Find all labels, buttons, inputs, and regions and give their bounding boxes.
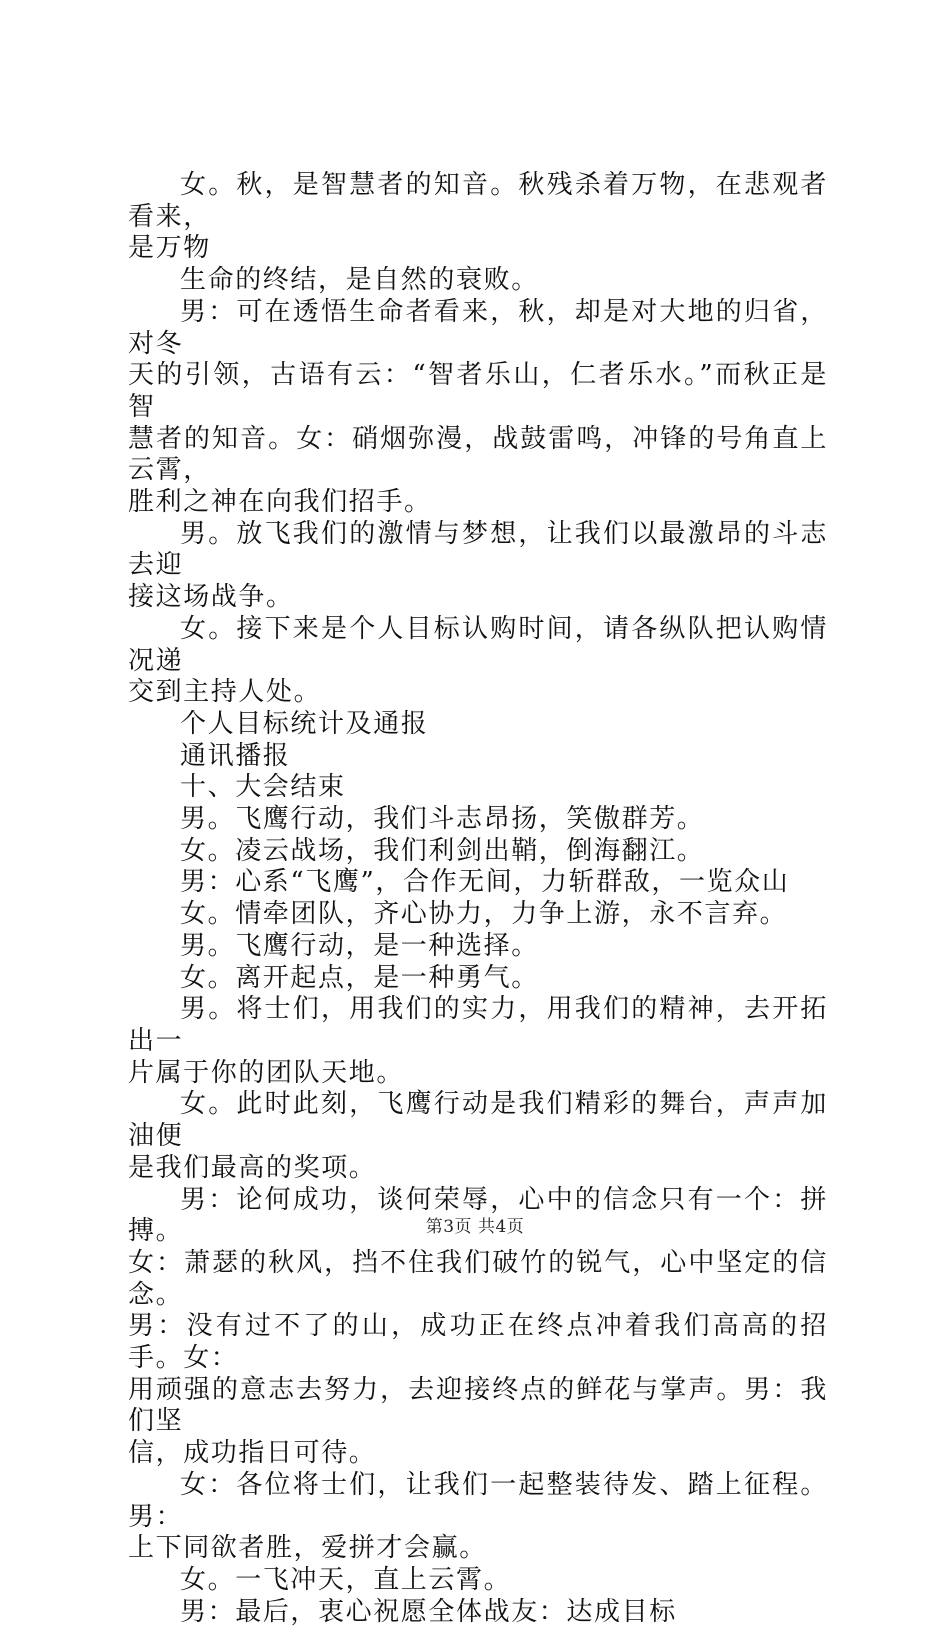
text-line: 男：心系“飞鹰”，合作无间，力斩群敌，一览众山 bbox=[180, 867, 790, 898]
paragraph bbox=[128, 1565, 828, 1597]
text-line: 女。离开起点，是一种勇气。 bbox=[180, 962, 539, 993]
text-line: 信，成功指日可待。 bbox=[128, 1438, 377, 1469]
text-line: 个人目标统计及通报 bbox=[180, 708, 429, 739]
text-line: 胜利之神在向我们招手。 bbox=[128, 487, 432, 518]
section-heading bbox=[128, 709, 828, 741]
text-line: 女：萧瑟的秋风，挡不住我们破竹的锐气，心中坚定的信念。 bbox=[128, 1247, 828, 1310]
paragraph bbox=[128, 963, 828, 995]
paragraph bbox=[128, 804, 828, 836]
text-line: 女：各位将士们，让我们一起整装待发、踏上征程。男： bbox=[128, 1469, 828, 1532]
text-line: 女。此时此刻，飞鹰行动是我们精彩的舞台，声声加油便 bbox=[128, 1089, 828, 1152]
text-line: 男：论何成功，谈何荣辱，心中的信念只有一个：拼搏。 bbox=[128, 1184, 828, 1247]
paragraph bbox=[128, 1089, 828, 1184]
page-footer: 第3页 共4页 bbox=[425, 1217, 525, 1237]
text-line: 女。情牵团队，齐心协力，力争上游，永不言弃。 bbox=[180, 899, 788, 930]
paragraph bbox=[128, 519, 828, 614]
text-line: 男。放飞我们的激情与梦想，让我们以最激昂的斗志去迎 bbox=[128, 518, 828, 581]
text-line: 女。一飞冲天，直上云霄。 bbox=[180, 1564, 512, 1595]
text-line: 男：可在透悟生命者看来，秋，却是对大地的归省，对冬 bbox=[128, 296, 828, 359]
text-line: 是我们最高的奖项。 bbox=[128, 1152, 377, 1183]
section-heading bbox=[128, 741, 828, 773]
text-line: 女。凌云战场，我们利剑出鞘，倒海翻江。 bbox=[180, 835, 705, 866]
text-line: 男。飞鹰行动，是一种选择。 bbox=[180, 930, 539, 961]
text-line: 交到主持人处。 bbox=[128, 677, 322, 708]
paragraph bbox=[128, 614, 828, 709]
text-line: 十、大会结束 bbox=[180, 772, 346, 803]
paragraph bbox=[128, 297, 828, 519]
document-body bbox=[128, 170, 828, 1628]
text-line: 用顽强的意志去努力，去迎接终点的鲜花与掌声。男：我们坚 bbox=[128, 1374, 828, 1437]
text-line: 接这场战争。 bbox=[128, 582, 294, 613]
section-heading bbox=[128, 772, 828, 804]
paragraph bbox=[128, 265, 828, 297]
text-line: 慧者的知音。女：硝烟弥漫，战鼓雷鸣，冲锋的号角直上云霄， bbox=[128, 423, 828, 486]
text-line: 片属于你的团队天地。 bbox=[128, 1057, 405, 1088]
paragraph bbox=[128, 994, 828, 1089]
paragraph bbox=[128, 1470, 828, 1565]
text-line: 是万物 bbox=[128, 233, 211, 264]
text-line: 女。接下来是个人目标认购时间，请各纵队把认购情况递 bbox=[128, 613, 828, 676]
paragraph bbox=[128, 1597, 828, 1628]
text-line: 男。飞鹰行动，我们斗志昂扬，笑傲群芳。 bbox=[180, 804, 705, 835]
paragraph bbox=[128, 867, 828, 899]
text-line: 上下同欲者胜，爱拼才会赢。 bbox=[128, 1533, 487, 1564]
text-line: 通讯播报 bbox=[180, 740, 291, 771]
text-line: 生命的终结，是自然的衰败。 bbox=[180, 265, 539, 296]
paragraph bbox=[128, 899, 828, 931]
paragraph bbox=[128, 170, 828, 265]
text-line: 女。秋，是智慧者的知音。秋残杀着万物，在悲观者看来， bbox=[128, 170, 828, 232]
paragraph bbox=[128, 836, 828, 868]
paragraph bbox=[128, 931, 828, 963]
text-line: 天的引领，古语有云：“智者乐山，仁者乐水。”而秋正是智 bbox=[128, 360, 828, 422]
text-line: 男：最后，衷心祝愿全体战友：达成目标 bbox=[180, 1596, 677, 1627]
text-line: 男。将士们，用我们的实力，用我们的精神，去开拓出一 bbox=[128, 994, 828, 1056]
text-line: 男：没有过不了的山，成功正在终点冲着我们高高的招手。女： bbox=[128, 1311, 828, 1374]
